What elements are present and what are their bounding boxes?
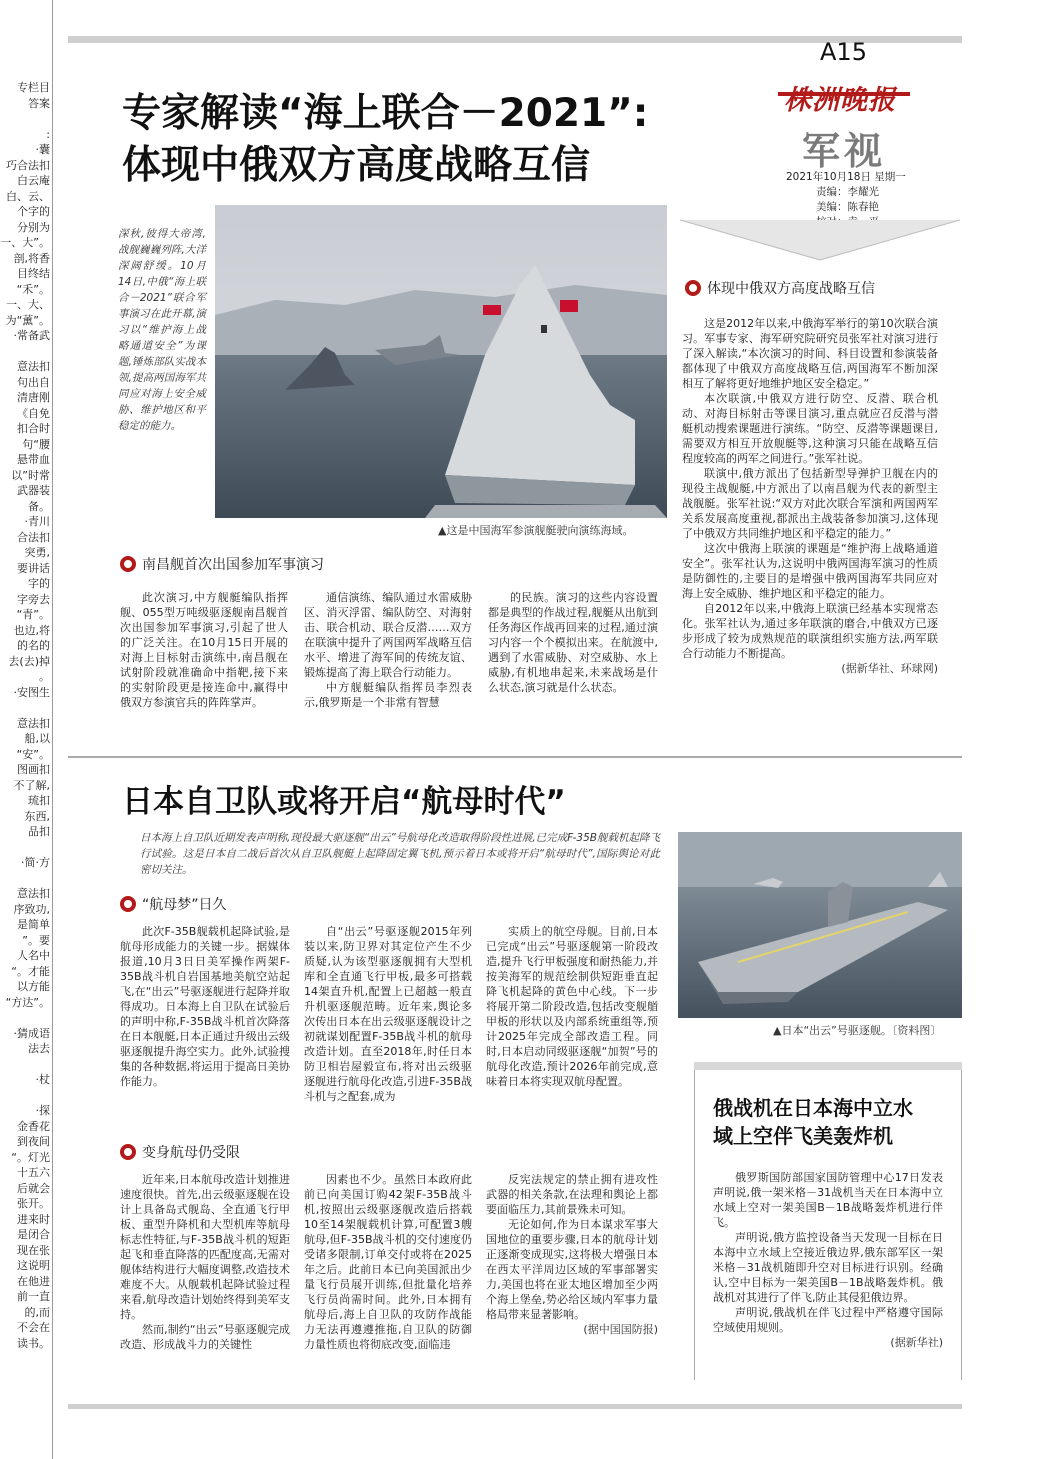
- left-column-line: 以”时常: [11, 468, 50, 482]
- left-column-line: 意法扣: [17, 360, 50, 373]
- left-column-line: [0, 840, 50, 856]
- decorative-wedge: [680, 215, 960, 275]
- left-column-line: 突勇,: [24, 546, 50, 559]
- article3-headline: [713, 1094, 913, 1150]
- left-column-line: 金香花: [17, 1119, 50, 1133]
- article2-col3: 实质上的航空母舰。目前,日本已完成“出云”号驱逐舰第一阶段改造,提升飞行甲板强度和耐热能力,并按美海军的规范绘制供短距垂直起降飞机起降的黄色中心线。下一步将展开第二阶段改造,包括改变舰艏甲板的形状以及内部系统重组等,预计2025年完成全部改造工程。同时,日本启动同级驱逐舰“加贺”号的航母化改造,预计2026年前完成,意味着日本将实现双航母配置。: [486, 925, 658, 1088]
- left-column-line: “。灯光: [11, 1150, 50, 1164]
- left-column-line: 为“薰”。: [5, 313, 50, 327]
- left-column-line: 剖,将香: [13, 251, 50, 265]
- left-column-line: 的,而: [24, 1305, 50, 1319]
- article1-right-column: 这是2012年以来,中俄海军举行的第10次联合演习。军事专家、海军研究院研究员张军社对演习进行了深入解读,“本次演习的时间、科目设置和参演装备都体现了中俄双方高度战略互信,两国海军不断加深相互了解将更好地维护地区安全稳定。” 本次联演,中俄双方进行防空、反潜、联合机动、对海目标射击等课目演习,重点就应召反潜与潜艇机动搜索课题进行演练。“防空、反潜等课题课目,需要双方相互开放舰艇等,这种演习只能在战略互信程度较高的两军之间进行。”张军社说。 联演中,俄方派出了包括新型导弹护卫舰在内的现役主战舰艇,中方派出了以南昌舰为代表的新型主战舰艇。张军社说:“双方对此次联合军演和两国两军关系发展高度重视,都派出主战装备参加演习,这体现了中俄双方共同维护地区和平稳定的能力。” 这次中俄海上联演的课题是“维护海上战略通道安全”。张军社认为,这说明中俄两国海军演习的性质是防御性的,主要目的是增强中俄两国海军共同应对海上安全威胁、维护地区和平稳定的能力。 自2012年以来,中俄海上联演已经基本实现常态化。张军社认为,通过多年联演的磨合,中俄双方已逐步形成了较为成熟规范的联演组织实施方法,两军联合行动能力不断提高。 (据新华社、环球网): [682, 317, 938, 675]
- left-column-line: 也边,将: [13, 623, 50, 637]
- left-column-line: ·囊: [35, 143, 50, 156]
- article1-section2-title: 体现中俄双方高度战略互信: [707, 281, 875, 297]
- left-column-line: ·探: [35, 1104, 50, 1117]
- left-column-line: 合法扣: [17, 530, 50, 544]
- left-column-line: [0, 111, 50, 127]
- article1-col3: 的民族。演习的这些内容设置都是典型的作战过程,舰艇从出航到任务海区作战再回来的过程,通过演习内容一个个模拟出来。在航渡中,遇到了水雷威胁、对空威胁、水上威胁,有机地串起来,未来战场是什么状态,演习就是什么状态。: [488, 591, 658, 694]
- article2-section1-heading: [120, 894, 227, 914]
- section-title: 军视: [802, 128, 887, 173]
- left-column-line: 图画扣: [17, 763, 50, 776]
- left-column-line: 张开。: [17, 1197, 50, 1210]
- article3-headline-line2: 域上空伴飞美轰炸机: [713, 1124, 893, 1148]
- left-column-line: 品扣: [28, 825, 50, 838]
- article3-headline-line1: 俄战机在日本海中立水: [713, 1096, 913, 1120]
- left-column-line: “青”。: [16, 608, 50, 621]
- left-column-line: 答案: [28, 96, 50, 110]
- article1-headline-line2: 体现中俄双方高度战略互信: [122, 143, 591, 188]
- left-column-line: 现在张: [17, 1243, 50, 1257]
- article1-section1-heading: [120, 554, 324, 574]
- left-column-line: 读书。: [17, 1336, 50, 1350]
- left-column-line: 前一直: [17, 1290, 50, 1303]
- left-column-line: 意法扣: [17, 887, 50, 900]
- left-column-line: 以方能: [17, 980, 50, 993]
- left-column-line: 白云庵: [17, 174, 50, 187]
- article3-body: 俄罗斯国防部国家国防管理中心17日发表声明说,俄一架米格－31战机当天在日本海中立水域上空对一架美国B－1B战略轰炸机进行伴飞。 声明说,俄方监控设备当天发现一目标在日本海中立水域上空接近俄边界,俄东部军区一架米格－31战机随即升空对目标进行识别。经确认,空中目标为一架美国B－1B战略轰炸机。俄战机对其进行了伴飞,防止其侵犯俄边界。 声明说,俄战机在伴飞过程中严格遵守国际空域使用规则。 (据新华社): [713, 1171, 943, 1349]
- left-column-line: 清唐刚: [17, 391, 50, 404]
- section-bullet-icon: [120, 896, 136, 912]
- left-column-line: 进来时: [17, 1212, 50, 1226]
- article2-section2-heading: [120, 1142, 240, 1162]
- article1-photo-caption: ▲这是中国海军参演舰艇驶向演练海域。: [438, 524, 634, 537]
- page-number: A15: [820, 38, 867, 66]
- left-column-line: 个字的: [17, 205, 50, 218]
- left-column-line: 序致功,: [13, 902, 50, 916]
- left-column-line: “禾”。: [16, 282, 50, 296]
- left-column-line: 不了解,: [13, 778, 50, 792]
- section-bullet-icon: [120, 556, 136, 572]
- left-column-line: ·杖: [35, 1073, 50, 1086]
- section-bullet-icon: [685, 280, 701, 296]
- article1-section1-title: 南昌舰首次出国参加军事演习: [142, 557, 324, 573]
- article3-source: (据新华社): [890, 1336, 943, 1349]
- article2-section2-title: 变身航母仍受限: [142, 1145, 240, 1161]
- left-partial-column: [0, 80, 50, 1430]
- article2-source: (据中国国防报): [583, 1323, 658, 1336]
- left-column-line: 扣合时: [17, 422, 50, 435]
- left-column-line: 。: [39, 670, 50, 683]
- izumo-ship-photo: [678, 832, 962, 1018]
- article2-col1: 此次F-35B舰载机起降试验,是航母形成能力的关键一步。据媒体报道,10月3日日美军操作两架F-35B战斗机自岩国基地美航空站起飞,在“出云”号驱逐舰进行起降并取得成功。日本海上自卫队在试验后的声明中称,F-35B战斗机首次降落在日本舰艇,日本正通过升级出云级驱逐舰提升海空实力。此外,试验搜集的各种数据,将运用于提高日美协作能力。: [120, 925, 290, 1088]
- left-column-line: [0, 871, 50, 887]
- article3-top-bar: [694, 1062, 962, 1070]
- article1-photo-intro: 深秋,彼得大帝湾,战舰巍巍列阵,大洋深阔舒缓。10月14日,中俄“海上联合－2021”联合军事演习在此开幕,演习以“维护海上战略通道安全”为课题,锤炼部队实战本领,提高两国海军共同应对海上安全威胁、维护地区和平稳定的能力。: [118, 228, 206, 432]
- left-column-line: 到夜间: [17, 1135, 50, 1148]
- article2-headline: 日本自卫队或将开启“航母时代”: [122, 784, 566, 820]
- left-column-line: 法去: [28, 1042, 50, 1055]
- article2-col2: 自“出云”号驱逐舰2015年列装以来,防卫界对其定位产生不少质疑,认为该型驱逐舰拥有大型机库和全直通飞行甲板,最多可搭载14架直升机,配置上已超越一般直升机驱逐舰范畴。近年来,舆论多次传出日本在出云级驱逐舰设计之初就谋划配置F-35B战斗机的航母改造计划。直至2018年,时任日本防卫相岩屋毅宣布,将对出云级驱逐舰进行航母化改造,引进F-35B战斗机与之配套,成为: [304, 925, 472, 1103]
- left-column-line: 十五六: [17, 1166, 50, 1179]
- left-column-line: ·青川: [24, 515, 50, 528]
- left-column-line: [0, 1088, 50, 1104]
- article2-photo-caption: ▲日本“出云”号驱逐舰。〔资料图〕: [773, 1024, 942, 1037]
- article1-source: (据新华社、环球网): [841, 662, 938, 675]
- left-border: [52, 0, 53, 1459]
- article1-col1: 此次演习,中方舰艇编队指挥舰、055型万吨级驱逐舰南昌舰首次出国参加军事演习,引起了世人的广泛关注。在10月15日开展的对海上目标射击演练中,南昌舰在试射阶段就准确命中指靶,接下来的实射阶段更是接连命中,赢得中俄双方参演官兵的阵阵掌声。: [120, 591, 288, 709]
- left-column-line: [0, 700, 50, 716]
- left-column-line: 句出自: [17, 375, 50, 389]
- left-column-line: “方达”。: [5, 995, 50, 1009]
- left-column-line: ·常备武: [13, 329, 50, 342]
- editor: 责编：李耀光: [816, 186, 879, 198]
- article2-col4: 近年来,日本航母改造计划推进速度很快。首先,出云级驱逐舰在设计上具备岛式舰岛、全直通飞行甲板、重型升降机和大型机库等航母标志性特征,与F-35B战斗机的短距起飞和垂直降落的匹配度高,无需对舰体结构进行大幅度调整,改造技术难度不大。从舰载机起降试验过程来看,航母改造计划始终得到美军支持。 然而,制约“出云”号驱逐舰完成改造、形成战斗力的关键性: [120, 1173, 290, 1351]
- left-column-line: 要讲话: [17, 561, 50, 575]
- left-column-line: [0, 1057, 50, 1073]
- left-column-line: 句“腰: [22, 437, 50, 451]
- left-column-line: 白、云、: [6, 189, 50, 203]
- left-column-line: 目终结: [17, 267, 50, 280]
- article1-headline: [122, 88, 648, 192]
- left-column-line: 在他进: [17, 1274, 50, 1288]
- left-column-line: [0, 344, 50, 360]
- navy-ships-photo: [215, 205, 667, 518]
- article1-section2-heading: [685, 278, 875, 298]
- left-column-line: 是闭合: [17, 1228, 50, 1241]
- left-column-line: 备。: [28, 499, 50, 513]
- left-column-line: 《自免: [17, 406, 50, 420]
- section-bullet-icon: [120, 1144, 136, 1160]
- left-column-line: 船,以: [24, 732, 50, 745]
- left-column-line: ·猜成语: [13, 1026, 50, 1040]
- article1-col2: 通信演练、编队通过水雷威胁区、消灭浮雷、编队防空、对海射击、联合机动、联合反潜……双方在联演中提升了两国两军战略互信水平、增进了海军间的传统友谊、锻炼提高了海上联合行动能力。 中方舰艇编队指挥员李烈表示,俄罗斯是一个非常有智慧: [304, 591, 472, 709]
- article1-headline-line1: 专家解读“海上联合－2021”:: [122, 91, 649, 136]
- left-column-line: 这说明: [17, 1259, 50, 1272]
- left-column-line: 字的: [28, 577, 50, 590]
- article2-col5: 因素也不少。虽然日本政府此前已向美国订购42架F-35B战斗机,按照出云级驱逐舰改造后搭载10至14架舰载机计算,可配置3艘航母,但F-35B战斗机的交付速度仍受诸多限制,订单交付或将在2025年之后。此前日本已向美国派出少量飞行员展开训练,但批量化培养飞行员尚需时间。此外,日本拥有航母后,海上自卫队的攻防作战能力无法再遵遵推拖,自卫队的防御力量性质也将彻底改变,面临违: [304, 1173, 472, 1351]
- paper-logo: 株洲晚报: [778, 78, 910, 114]
- divider: [68, 756, 962, 758]
- left-column-line: 东西,: [24, 809, 50, 823]
- left-column-line: 巧合法扣: [6, 158, 50, 172]
- article2-col6: 反宪法规定的禁止拥有进攻性武器的相关条款,在法理和舆论上都要面临压力,其前景殊未可知。 无论如何,作为日本谋求军事大国地位的重要步骤,日本的航母计划正逐渐变成现实,这将极大增强日本在西太平洋周边区域的军事部署实力,美国也将在亚太地区增加至少两个海上堡垒,势必给区域内军事力量格局带来显著影响。 (据中国国防报): [486, 1173, 658, 1336]
- left-column-line: 悬带血: [17, 453, 50, 466]
- left-column-line: 字旁去: [17, 592, 50, 606]
- left-column-line: “。才能: [11, 964, 50, 978]
- left-column-line: “安”。: [16, 747, 50, 761]
- left-column-line: 不会在: [17, 1321, 50, 1334]
- designer: 美编：陈春艳: [816, 201, 879, 213]
- left-column-line: 是简单: [17, 918, 50, 931]
- bottom-rule: [68, 1404, 962, 1409]
- left-column-line: 分别为: [17, 220, 50, 234]
- left-column-line: 意法扣: [17, 716, 50, 730]
- issue-date: 2021年10月18日 星期一: [786, 171, 906, 183]
- left-column-line: 一、大、: [6, 298, 50, 311]
- article2-section1-title: “航母梦”日久: [142, 897, 227, 913]
- left-column-line: 武器装: [17, 484, 50, 497]
- article2-intro: 日本海上自卫队近期发表声明称,现役最大驱逐舰“出云”号航母化改造取得阶段性进展,已完成F-35B舰载机起降飞行试验。这是日本自二战后首次从自卫队舰艇上起降固定翼飞机,预示着日本或将开启“航母时代”,国际舆论对此密切关注。: [140, 832, 660, 876]
- left-column-line: 后就会: [17, 1181, 50, 1195]
- left-column-line: 去(去)掉: [8, 654, 50, 668]
- left-column-line: 琉扣: [28, 794, 50, 807]
- left-column-line: ”。要: [22, 933, 50, 947]
- left-column-line: :: [46, 127, 50, 141]
- left-column-line: [0, 1010, 50, 1026]
- left-column-line: 一、大”。: [0, 236, 50, 249]
- left-column-line: 专栏目: [17, 81, 50, 94]
- left-column-line: ·安图生: [13, 685, 50, 699]
- left-column-line: 人名中: [17, 949, 50, 962]
- article3-box: [694, 1070, 962, 1380]
- left-column-line: ·简·方: [21, 856, 50, 869]
- left-column-line: 的名的: [17, 639, 50, 652]
